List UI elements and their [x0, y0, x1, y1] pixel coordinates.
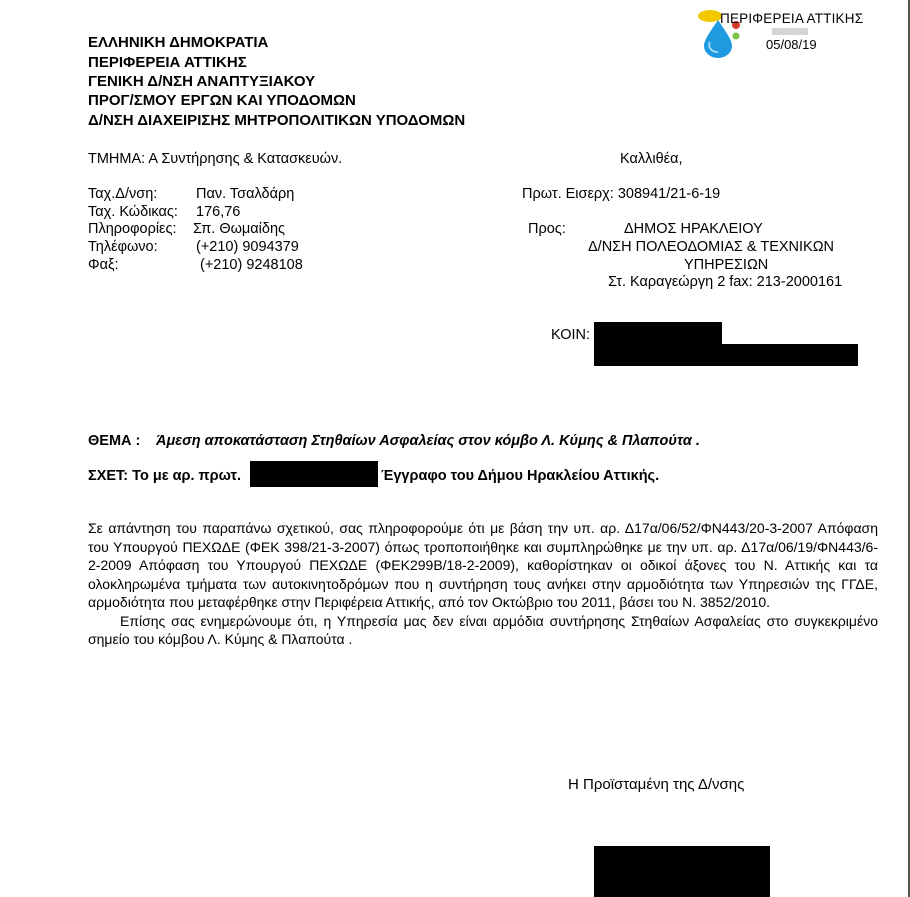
document-date: 05/08/19: [766, 37, 817, 52]
redacted-box: [594, 344, 858, 366]
signature-title: Η Προϊσταμένη της Δ/νσης: [568, 776, 745, 793]
address-value: Παν. Τσαλδάρη: [196, 186, 295, 202]
info-label: Πληροφορίες:: [88, 221, 177, 237]
header-line-4: ΠΡΟΓ/ΣΜΟΥ ΕΡΓΩΝ ΚΑΙ ΥΠΟΔΟΜΩΝ: [88, 92, 356, 109]
header-line-5: Δ/ΝΣΗ ΔΙΑΧΕΙΡΙΣΗΣ ΜΗΤΡΟΠΟΛΙΤΙΚΩΝ ΥΠΟΔΟΜΩΝ: [88, 112, 466, 129]
department-line: ΤΜΗΜΑ: Α Συντήρησης & Κατασκευών.: [88, 151, 343, 167]
region-logo-title: ΠΕΡΙΦΕΡΕΙΑ ΑΤΤΙΚΗΣ: [720, 11, 864, 26]
subject-text: Άμεση αποκατάσταση Στηθαίων Ασφαλείας στον κόμβο Λ. Κύμης & Πλαπούτα .: [156, 433, 700, 449]
header-line-1: ΕΛΛΗΝΙΚΗ ΔΗΜΟΚΡΑΤΙΑ: [88, 34, 269, 51]
redacted-box: [250, 461, 378, 487]
recipient-line-4: Στ. Καραγεώργη 2 fax: 213-2000161: [608, 274, 843, 290]
koin-label: ΚΟΙΝ:: [551, 327, 591, 343]
redacted-box: [594, 322, 722, 346]
redacted-signature: [594, 846, 770, 897]
postal-code-label: Ταχ. Κώδικας:: [88, 204, 178, 220]
address-label: Ταχ.Δ/νση:: [88, 186, 158, 202]
recipient-label: Προς:: [528, 221, 566, 237]
place-line: Καλλιθέα,: [620, 151, 683, 167]
recipient-line-1: ΔΗΜΟΣ ΗΡΑΚΛΕΙΟΥ: [624, 221, 763, 237]
subject-label: ΘΕΜΑ :: [88, 433, 141, 449]
body-paragraph-2: Επίσης σας ενημερώνουμε ότι, η Υπηρεσία μας δεν είναι αρμόδια συντήρησης Στηθαίων Ασφαλείας στο συγκεκριμένο σημείο του κόμβου Λ. Κύμης & Πλαπούτα .: [88, 612, 878, 647]
reference-suffix: Έγγραφο του Δήμου Ηρακλείου Αττικής.: [381, 468, 660, 484]
fax-value: (+210) 9248108: [200, 257, 303, 273]
postal-code-value: 176,76: [196, 204, 241, 220]
recipient-line-2: Δ/ΝΣΗ ΠΟΛΕΟΔΟΜΙΑΣ & ΤΕΧΝΙΚΩΝ: [588, 239, 835, 255]
reference-prefix: ΣΧΕΤ: Το με αρ. πρωτ.: [88, 468, 241, 484]
body-paragraph-1: Σε απάντηση του παραπάνω σχετικού, σας πληροφορούμε ότι με βάση την υπ. αρ. Δ17α/06/52/ΦΝ443/20-3-2007 Απόφαση του Υπουργού ΠΕΧΩΔΕ (ΦΕΚ 398/21-3-2007) όπως τροποποιήθηκε και συμπληρώθηκε με την υπ. αρ. Δ17α/06/19/ΦΝ443/6-2-2009 Απόφαση του Υπουργού ΠΕΧΩΔΕ (ΦΕΚ299Β/18-2-2009), καθορίστηκαν οι οδικοί άξονες του Ν. Αττικής και τα ολοκληρωμένα τμήματα των αυτοκινητοδρόμων που η συντήρηση τους ανήκει στην αρμοδιότητα των Υπηρεσιών της ΓΓΔΕ, αρμοδιότητα που μεταφέρθηκε στην Περιφέρεια Αττικής, από τον Οκτώβριο του 2011, βάσει του Ν. 3852/2010.: [88, 520, 878, 610]
header-line-2: ΠΕΡΙΦΕΡΕΙΑ ΑΤΤΙΚΗΣ: [88, 54, 247, 71]
phone-value: (+210) 9094379: [196, 239, 299, 255]
blurred-logo-text: [772, 28, 808, 35]
info-value: Σπ. Θωμαίδης: [193, 221, 286, 237]
fax-label: Φαξ:: [88, 257, 119, 273]
recipient-line-3: ΥΠΗΡΕΣΙΩΝ: [684, 257, 769, 273]
phone-label: Τηλέφωνο:: [88, 239, 158, 255]
header-line-3: ΓΕΝΙΚΗ Δ/ΝΣΗ ΑΝΑΠΤΥΞΙΑΚΟΥ: [88, 73, 316, 90]
protocol-number: Πρωτ. Εισερχ: 308941/21-6-19: [522, 186, 721, 202]
body-text: [88, 519, 878, 649]
